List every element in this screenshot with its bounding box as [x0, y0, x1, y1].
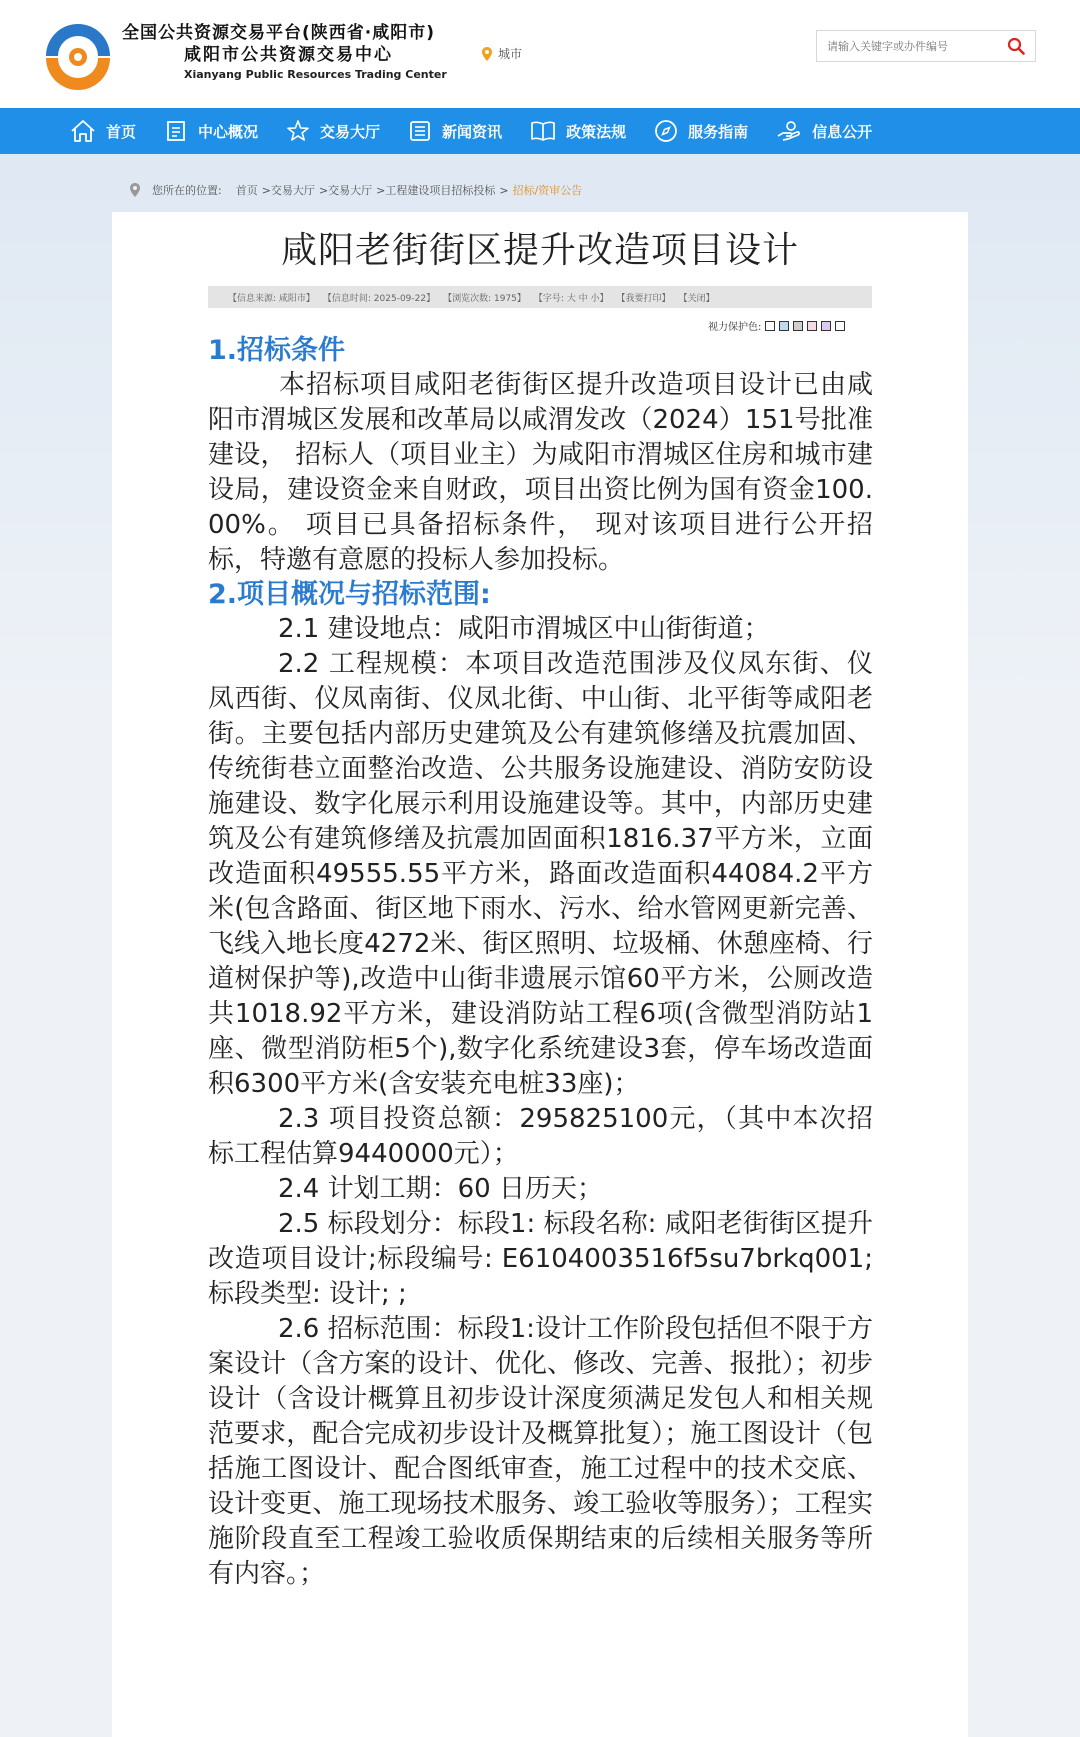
nav-news-label: 新闻资讯 [442, 122, 503, 141]
city-selector[interactable] [482, 45, 522, 62]
nav-trading-hall[interactable] [286, 108, 380, 154]
article-card [112, 212, 968, 1737]
brand-title-line2: 咸阳市公共资源交易中心 [184, 45, 393, 65]
document-list-icon [164, 119, 188, 143]
book-icon [530, 119, 556, 143]
paragraph-text: 2.项目概况与招标范围: [208, 579, 491, 610]
search-input[interactable] [817, 31, 999, 61]
nav-news[interactable] [408, 108, 502, 154]
breadcrumb-link-home[interactable]: 首页 [235, 184, 258, 197]
paragraph [208, 1102, 873, 1172]
location-pin-icon [482, 47, 492, 61]
nav-center-overview-label: 中心概况 [198, 122, 259, 141]
eye-protection-label: 视力保护色: [708, 322, 762, 333]
brand-title-english: Xianyang Public Resources Trading Center [184, 68, 447, 81]
breadcrumb [130, 182, 582, 198]
nav-home[interactable] [70, 108, 136, 154]
search-box [816, 30, 1036, 62]
paragraph [208, 1312, 873, 1592]
breadcrumb-link-construction-bidding[interactable]: >工程建设项目招标投标 [376, 184, 496, 197]
hand-info-icon [776, 119, 802, 143]
color-swatch-white-2[interactable] [835, 321, 845, 331]
compass-icon [654, 119, 678, 143]
paragraph-text: 1.招标条件 [208, 335, 346, 366]
paragraph-text: 2.4 计划工期：60 日历天； [278, 1174, 603, 1204]
nav-service-guide-label: 服务指南 [688, 122, 749, 141]
close-link[interactable]: 【关闭】 [678, 293, 715, 304]
paragraph-text: 2.3 项目投资总额：295825100元，（其中本次招标工程估算9440000元）； [208, 1104, 873, 1169]
brand-title-line1: 全国公共资源交易平台(陕西省·咸阳市) [122, 23, 435, 43]
star-icon [286, 119, 310, 143]
paragraph-text: 2.2 工程规模：本项目改造范围涉及仪凤东街、仪凤西街、仪凤南街、仪凤北街、中山街、北平街等咸阳老街。主要包括内部历史建筑及公有建筑修缮及抗震加固、传统街巷立面整治改造、公共服务设施建设、消防安防设施建设、数字化展示利用设施建设等。其中，内部历史建筑及公有建筑修缮及抗震加固面积1816.37平方米，立面改造面积49555.55平方米，路面改造面积44084.2平方米(包含路面、街区地下雨水、污水、给水管网更新完善、飞线入地长度4272米、街区照明、垃圾桶、休憩座椅、行道树保护等),改造中山街非遗展示馆60平方米，公厕改造共1018.92平方米，建设消防站工程6项(含微型消防站1座、微型消防柜5个),数字化系统建设3套，停车场改造面积6300平方米(含安装充电桩33座)； [208, 649, 873, 1099]
paragraph [208, 368, 873, 578]
breadcrumb-prefix: 您所在的位置: [152, 184, 222, 197]
meta-views: 【浏览次数: 1975】 [443, 293, 526, 304]
nav-service-guide[interactable] [654, 108, 748, 154]
city-label: 城市 [498, 47, 523, 61]
paragraph [208, 1207, 873, 1312]
nav-policy-label: 政策法规 [566, 122, 627, 141]
meta-font-size[interactable]: 【字号: 大 中 小】 [533, 293, 609, 304]
meta-source: 【信息来源: 咸阳市】 [228, 293, 315, 304]
paragraph-text: 2.5 标段划分：标段1: 标段名称: 咸阳老街街区提升改造项目设计;标段编号: E6104003516f5su7brkq001;标段类型: 设计; ; [208, 1209, 873, 1309]
paragraph-text: 2.6 招标范围：标段1:设计工作阶段包括但不限于方案设计（含方案的设计、优化、修改、完善、报批）；初步设计（含设计概算且初步设计深度须满足发包人和相关规范要求，配合完成初步设计及概算批复）；施工图设计（包括施工图设计、配合图纸审查，施工过程中的技术交底、设计变更、施工现场技术服务、竣工验收等服务）；工程实施阶段直至工程竣工验收质保期结束的后续相关服务等所有内容。； [208, 1314, 873, 1589]
site-brand[interactable] [122, 22, 447, 84]
site-logo-icon[interactable] [40, 18, 116, 90]
meta-time: 【信息时间: 2025-09-22】 [322, 293, 436, 304]
article-meta-bar [208, 286, 872, 308]
color-swatch-gray[interactable] [793, 321, 803, 331]
print-link[interactable]: 【我要打印】 [616, 293, 671, 304]
paragraph-text: 2.1 建设地点：咸阳市渭城区中山街街道； [278, 614, 770, 644]
nav-home-label: 首页 [106, 122, 137, 141]
site-header [0, 0, 1080, 108]
nav-policy[interactable] [530, 108, 626, 154]
color-swatch-pink[interactable] [807, 321, 817, 331]
article-body [208, 334, 873, 1592]
search-icon[interactable] [1007, 37, 1025, 55]
nav-info-public-label: 信息公开 [812, 122, 873, 141]
paragraph-text: 本招标项目咸阳老街街区提升改造项目设计已由咸阳市渭城区发展和改革局以咸渭发改（2024）151号批准建设， 招标人（项目业主）为咸阳市渭城区住房和城市建设局，建设资金来自财政，项目出资比例为国有资金100.00%。 项目已具备招标条件， 现对该项目进行公开招标，特邀有意愿的投标人参加投标。 [208, 370, 873, 575]
breadcrumb-current: 招标/资审公告 [512, 184, 583, 197]
nav-center-overview[interactable] [164, 108, 258, 154]
article-title: 咸阳老街街区提升改造项目设计 [280, 230, 799, 271]
color-swatch-purple[interactable] [821, 321, 831, 331]
section-heading [208, 334, 873, 368]
breadcrumb-link-trading-hall[interactable]: >交易大厅 [261, 184, 315, 197]
nav-trading-hall-label: 交易大厅 [320, 122, 381, 141]
breadcrumb-link-trading-hall-2[interactable]: >交易大厅 [318, 184, 373, 197]
paragraph [208, 612, 873, 647]
breadcrumb-separator: > [499, 183, 509, 197]
main-nav [0, 108, 1080, 154]
eye-protection-colors [708, 318, 845, 333]
section-heading [208, 578, 873, 612]
color-swatch-blue[interactable] [779, 321, 789, 331]
paragraph [208, 1172, 873, 1207]
paragraph [208, 647, 873, 1102]
location-pin-icon [130, 183, 140, 197]
nav-info-public[interactable] [776, 108, 872, 154]
color-swatch-white[interactable] [765, 321, 775, 331]
home-icon [70, 119, 96, 143]
news-icon [408, 119, 432, 143]
